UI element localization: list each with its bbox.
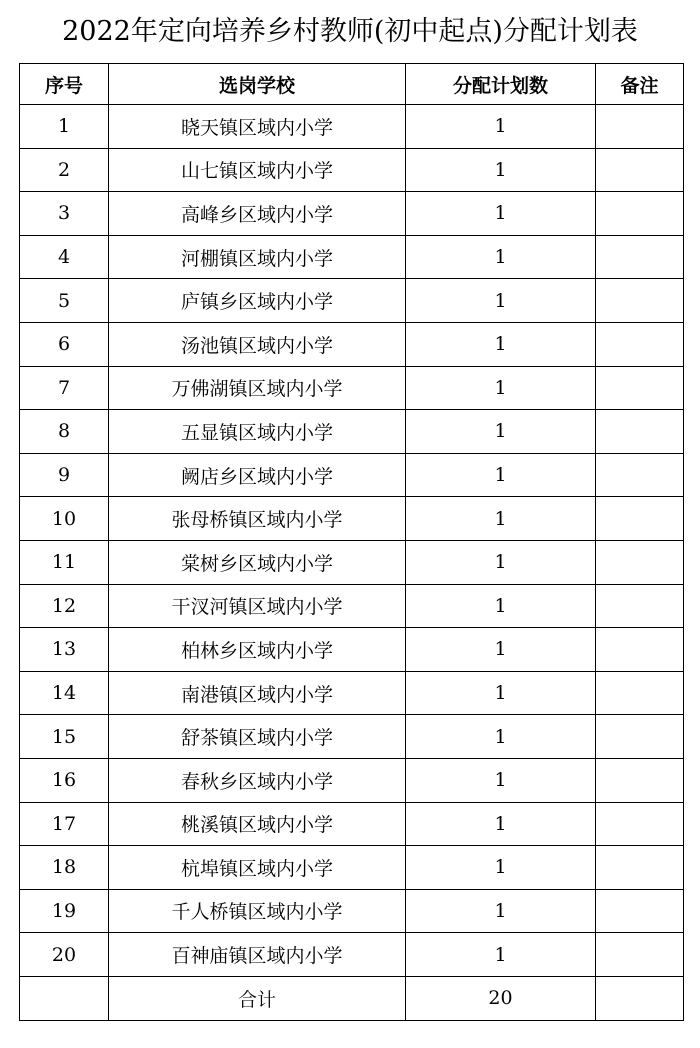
- header-index: 序号: [20, 64, 109, 105]
- row-index-cell: 19: [20, 889, 109, 933]
- row-school-cell: 干汊河镇区域内小学: [109, 584, 406, 628]
- row-count-cell: 1: [406, 410, 596, 454]
- row-school-cell: 万佛湖镇区域内小学: [109, 366, 406, 410]
- total-remark-cell: [596, 976, 684, 1020]
- header-count: 分配计划数: [406, 64, 596, 105]
- row-index-cell: 6: [20, 322, 109, 366]
- row-index-cell: 10: [20, 497, 109, 541]
- row-count-cell: 1: [406, 148, 596, 192]
- table-body: [20, 105, 684, 977]
- row-index-cell: 16: [20, 758, 109, 802]
- table-row: [20, 715, 684, 759]
- row-count-cell: 1: [406, 497, 596, 541]
- row-count-cell: 1: [406, 889, 596, 933]
- row-school-cell: 高峰乡区域内小学: [109, 192, 406, 236]
- table-row: [20, 628, 684, 672]
- row-remark-cell: [596, 933, 684, 977]
- row-remark-cell: [596, 584, 684, 628]
- row-school-cell: 张母桥镇区域内小学: [109, 497, 406, 541]
- row-school-cell: 庐镇乡区域内小学: [109, 279, 406, 323]
- total-label-cell: 合计: [109, 976, 406, 1020]
- row-school-cell: 阙店乡区域内小学: [109, 453, 406, 497]
- table-row: [20, 584, 684, 628]
- row-school-cell: 河棚镇区域内小学: [109, 235, 406, 279]
- row-school-cell: 百神庙镇区域内小学: [109, 933, 406, 977]
- row-remark-cell: [596, 192, 684, 236]
- row-remark-cell: [596, 802, 684, 846]
- row-remark-cell: [596, 105, 684, 149]
- row-school-cell: 南港镇区域内小学: [109, 671, 406, 715]
- row-remark-cell: [596, 410, 684, 454]
- table-row: [20, 671, 684, 715]
- row-count-cell: 1: [406, 628, 596, 672]
- row-index-cell: 12: [20, 584, 109, 628]
- row-index-cell: 18: [20, 846, 109, 890]
- table-header-row: [20, 64, 684, 105]
- row-count-cell: 1: [406, 758, 596, 802]
- row-index-cell: 4: [20, 235, 109, 279]
- row-school-cell: 杭埠镇区域内小学: [109, 846, 406, 890]
- table-row: [20, 802, 684, 846]
- table-row: [20, 322, 684, 366]
- row-school-cell: 山七镇区域内小学: [109, 148, 406, 192]
- row-index-cell: 13: [20, 628, 109, 672]
- row-count-cell: 1: [406, 279, 596, 323]
- row-remark-cell: [596, 671, 684, 715]
- header-school: 选岗学校: [109, 64, 406, 105]
- table-row: [20, 497, 684, 541]
- table-row: [20, 105, 684, 149]
- total-row: [20, 976, 684, 1020]
- allocation-table: [19, 63, 684, 1021]
- row-count-cell: 1: [406, 453, 596, 497]
- row-school-cell: 汤池镇区域内小学: [109, 322, 406, 366]
- row-school-cell: 柏林乡区域内小学: [109, 628, 406, 672]
- table-row: [20, 410, 684, 454]
- row-remark-cell: [596, 366, 684, 410]
- row-remark-cell: [596, 497, 684, 541]
- row-remark-cell: [596, 148, 684, 192]
- row-remark-cell: [596, 322, 684, 366]
- table-row: [20, 846, 684, 890]
- row-index-cell: 2: [20, 148, 109, 192]
- row-remark-cell: [596, 235, 684, 279]
- row-count-cell: 1: [406, 322, 596, 366]
- row-index-cell: 9: [20, 453, 109, 497]
- row-remark-cell: [596, 279, 684, 323]
- table-row: [20, 366, 684, 410]
- row-count-cell: 1: [406, 192, 596, 236]
- row-remark-cell: [596, 628, 684, 672]
- row-index-cell: 7: [20, 366, 109, 410]
- row-remark-cell: [596, 715, 684, 759]
- row-index-cell: 5: [20, 279, 109, 323]
- row-remark-cell: [596, 758, 684, 802]
- row-remark-cell: [596, 453, 684, 497]
- table-row: [20, 192, 684, 236]
- row-school-cell: 春秋乡区域内小学: [109, 758, 406, 802]
- row-index-cell: 15: [20, 715, 109, 759]
- row-count-cell: 1: [406, 671, 596, 715]
- row-school-cell: 晓天镇区域内小学: [109, 105, 406, 149]
- total-index-cell: [20, 976, 109, 1020]
- table-row: [20, 235, 684, 279]
- row-count-cell: 1: [406, 715, 596, 759]
- row-school-cell: 棠树乡区域内小学: [109, 540, 406, 584]
- table-row: [20, 758, 684, 802]
- row-count-cell: 1: [406, 933, 596, 977]
- row-school-cell: 桃溪镇区域内小学: [109, 802, 406, 846]
- row-school-cell: 舒茶镇区域内小学: [109, 715, 406, 759]
- row-count-cell: 1: [406, 584, 596, 628]
- row-school-cell: 五显镇区域内小学: [109, 410, 406, 454]
- header-remark: 备注: [596, 64, 684, 105]
- page-title: 2022年定向培养乡村教师(初中起点)分配计划表: [62, 16, 638, 47]
- table-row: [20, 148, 684, 192]
- row-index-cell: 11: [20, 540, 109, 584]
- total-count-cell: 20: [406, 976, 596, 1020]
- row-remark-cell: [596, 540, 684, 584]
- table-row: [20, 933, 684, 977]
- row-index-cell: 1: [20, 105, 109, 149]
- row-remark-cell: [596, 889, 684, 933]
- row-count-cell: 1: [406, 105, 596, 149]
- row-index-cell: 17: [20, 802, 109, 846]
- row-count-cell: 1: [406, 802, 596, 846]
- table-row: [20, 453, 684, 497]
- row-index-cell: 3: [20, 192, 109, 236]
- row-count-cell: 1: [406, 235, 596, 279]
- row-index-cell: 20: [20, 933, 109, 977]
- row-index-cell: 8: [20, 410, 109, 454]
- table-row: [20, 279, 684, 323]
- row-count-cell: 1: [406, 366, 596, 410]
- row-index-cell: 14: [20, 671, 109, 715]
- row-school-cell: 千人桥镇区域内小学: [109, 889, 406, 933]
- row-count-cell: 1: [406, 540, 596, 584]
- table-row: [20, 889, 684, 933]
- row-remark-cell: [596, 846, 684, 890]
- row-count-cell: 1: [406, 846, 596, 890]
- table-row: [20, 540, 684, 584]
